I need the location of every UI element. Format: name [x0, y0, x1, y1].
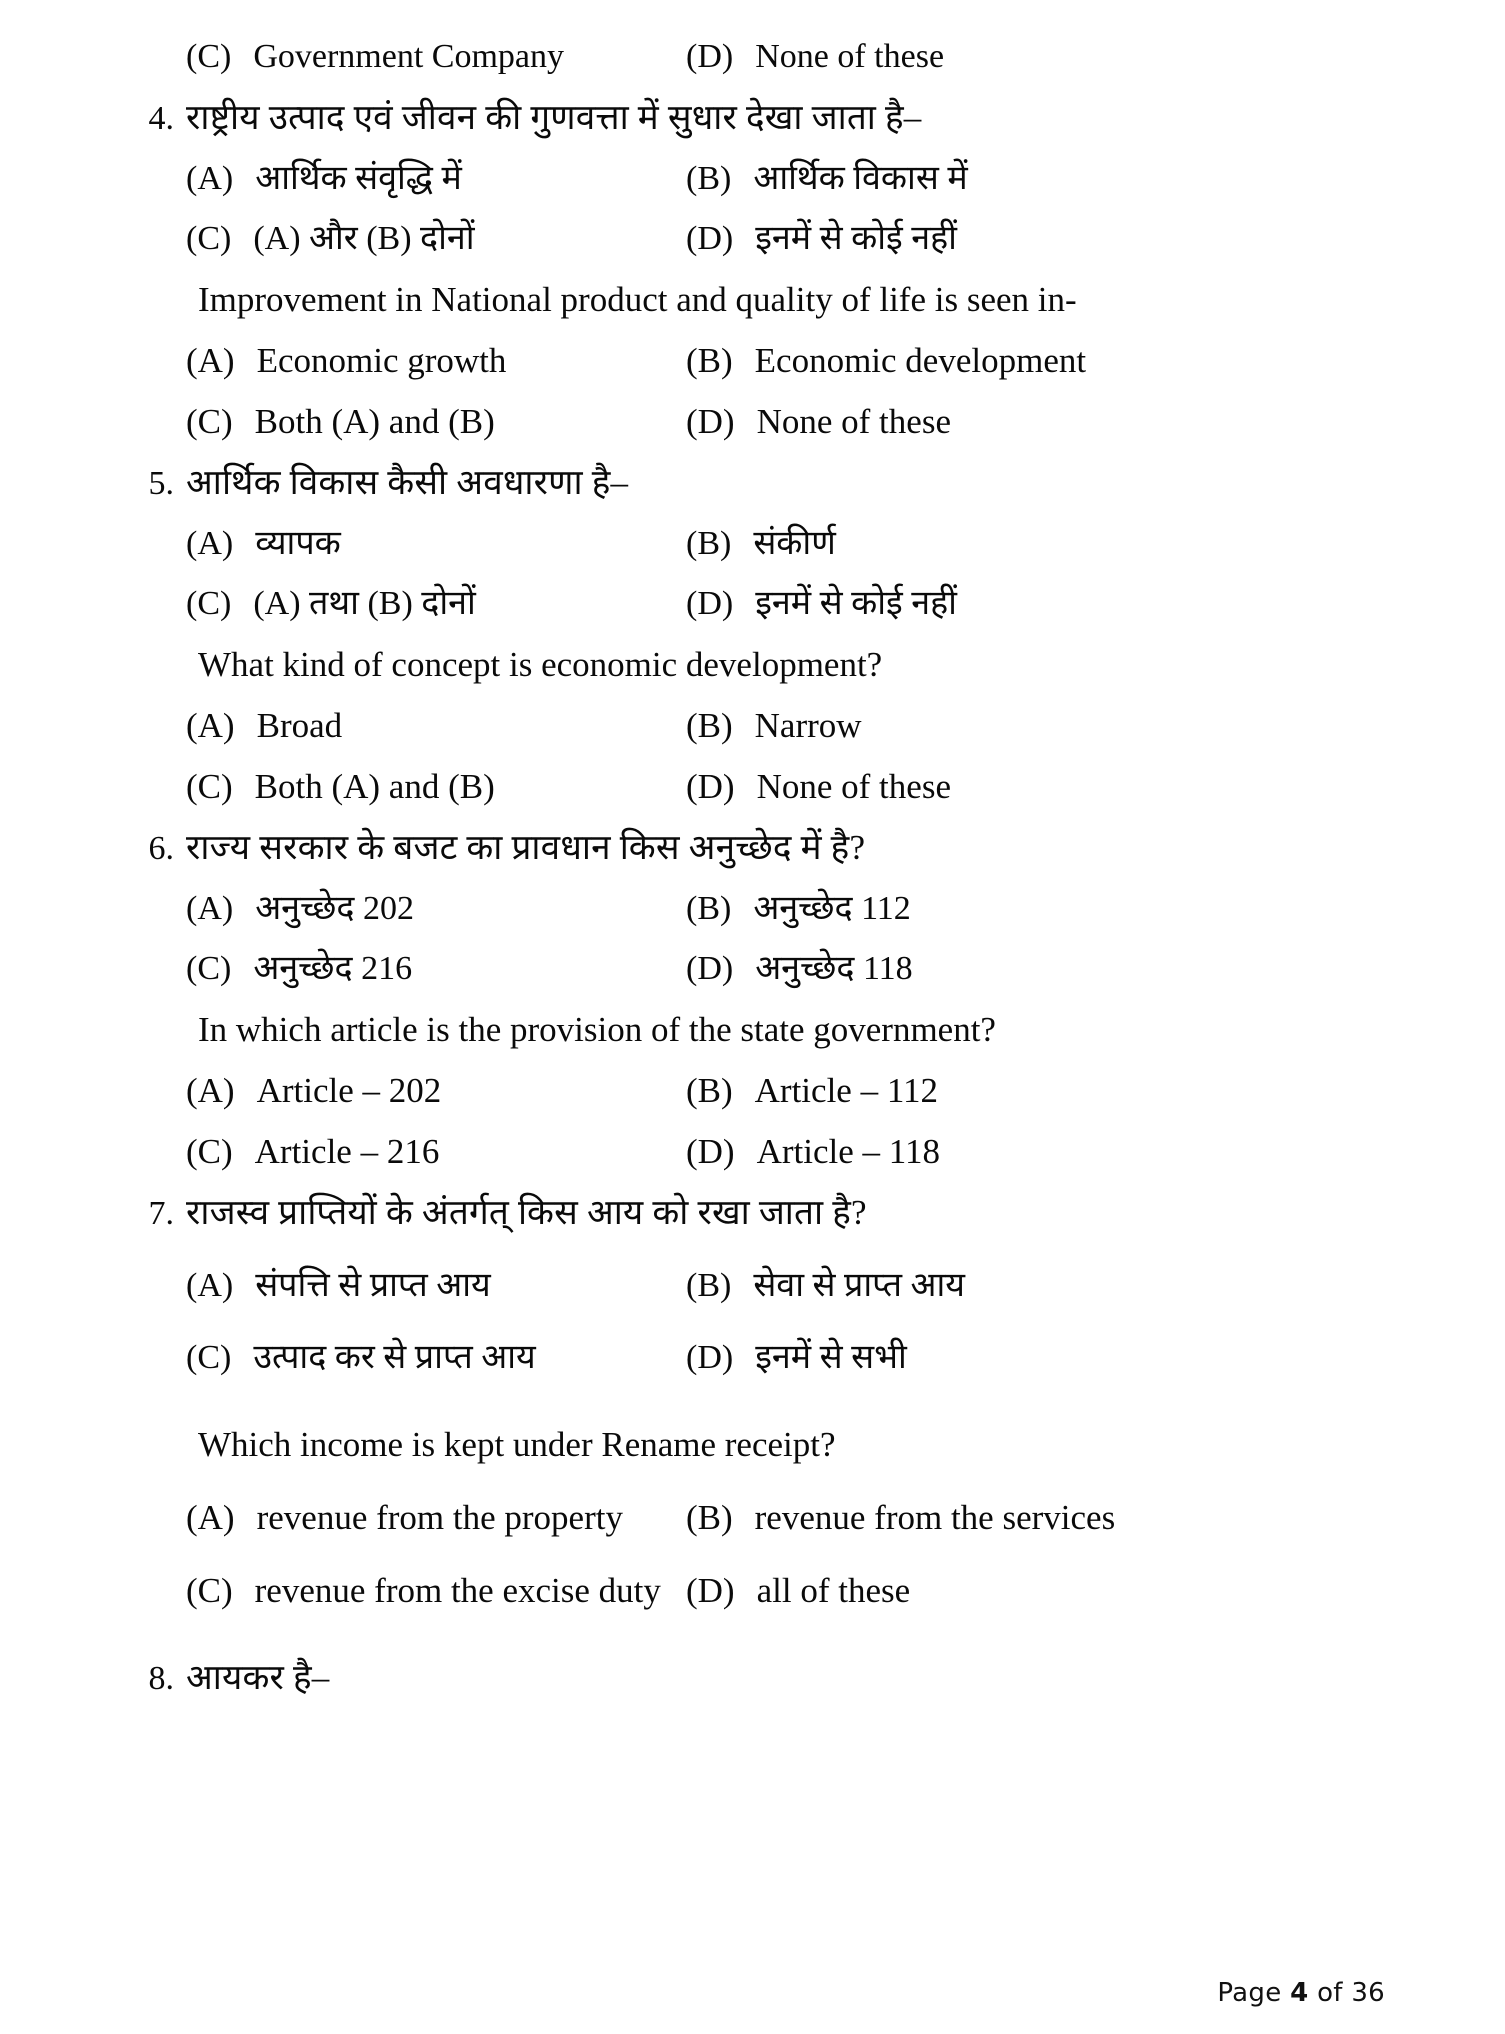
option-b-text: सेवा से प्राप्त आय: [753, 1267, 965, 1304]
option-a-text: revenue from the property: [256, 1498, 623, 1537]
option-c-text: Both (A) and (B): [254, 767, 495, 806]
question-stem-en-4: [140, 282, 1385, 317]
question-number-4: 4.: [148, 100, 174, 137]
option-d: [686, 222, 1385, 256]
question-stem-en-5: [140, 647, 1385, 682]
option-d-tag: (D): [686, 585, 734, 622]
options-row-en-7-ab: [140, 1500, 1385, 1535]
option-d-tag: (D): [686, 38, 734, 75]
option-a-tag: (A): [186, 890, 234, 927]
question-text-en-5: What kind of concept is economic development?: [198, 645, 883, 684]
option-b-text: अनुच्छेद 112: [753, 890, 911, 927]
option-a-text: Broad: [256, 706, 343, 745]
option-b-tag: (B): [686, 1071, 733, 1110]
option-a: [186, 1073, 686, 1108]
option-d-text: None of these: [755, 38, 945, 75]
option-b: [686, 343, 1385, 378]
option-b-tag: (B): [686, 1267, 732, 1304]
option-b-tag: (B): [686, 525, 732, 562]
question-number-6: 6.: [148, 830, 174, 867]
question-text-en-4: Improvement in National product and quality of life is seen in-: [198, 280, 1077, 319]
option-d: [686, 952, 1385, 986]
option-c-text: (A) और (B) दोनों: [253, 220, 475, 257]
footer-page-number: 4: [1290, 1978, 1309, 2008]
option-a-text: आर्थिक संवृद्धि में: [255, 160, 462, 197]
options-row-hi-4-cd: [140, 222, 1385, 256]
option-b-tag: (B): [686, 890, 732, 927]
options-row-hi-6-cd: [140, 952, 1385, 986]
option-c: [186, 952, 686, 986]
question-text-en-7: Which income is kept under Rename receipt?: [198, 1425, 836, 1464]
option-b: [686, 1073, 1385, 1108]
question-block-5: [140, 465, 1385, 804]
option-d: [686, 1341, 1385, 1375]
question-text-en-6: In which article is the provision of the state government?: [198, 1010, 996, 1049]
option-c-text: Article – 216: [254, 1132, 440, 1171]
option-a: [186, 343, 686, 378]
question-block-6: [140, 830, 1385, 1169]
question-number-5: 5.: [148, 465, 174, 502]
question-number-7: 7.: [148, 1195, 174, 1232]
option-c: [186, 587, 686, 621]
options-row-en-6-ab: [140, 1073, 1385, 1108]
options-row-hi-5-ab: [140, 527, 1385, 561]
option-a-tag: (A): [186, 160, 234, 197]
option-b-tag: (B): [686, 706, 733, 745]
option-d-tag: (D): [686, 1339, 734, 1376]
question-text-hi-8: आयकर है–: [186, 1658, 330, 1697]
option-a-text: Article – 202: [256, 1071, 442, 1110]
option-d-tag: (D): [686, 402, 735, 441]
option-d-text: all of these: [756, 1571, 911, 1610]
option-a-text: Economic growth: [256, 341, 507, 380]
options-row-hi-6-ab: [140, 892, 1385, 926]
option-c-text: (A) तथा (B) दोनों: [253, 585, 476, 622]
option-a-tag: (A): [186, 706, 235, 745]
option-a: [186, 1500, 686, 1535]
question-block-4: [140, 100, 1385, 439]
option-b-text: संकीर्ण: [753, 525, 836, 562]
options-row-en-7-cd: [140, 1573, 1385, 1608]
options-row-en-4-cd: [140, 404, 1385, 439]
option-c-tag: (C): [186, 38, 232, 75]
option-d: [686, 1573, 1385, 1608]
option-d: [686, 40, 1385, 74]
option-a-text: संपत्ति से प्राप्त आय: [255, 1267, 491, 1304]
options-row-en-4-ab: [140, 343, 1385, 378]
question-text-hi-6: राज्य सरकार के बजट का प्रावधान किस अनुच्छेद में है?: [186, 828, 866, 867]
question-stem-hi-4: [140, 100, 1385, 136]
question-block-8: [140, 1660, 1385, 1696]
question-stem-en-7: [140, 1427, 1385, 1462]
option-d: [686, 587, 1385, 621]
option-d: [686, 769, 1385, 804]
footer-of-label: of: [1317, 1978, 1343, 2008]
option-d-text: इनमें से कोई नहीं: [755, 220, 957, 257]
option-b-text: Economic development: [754, 341, 1087, 380]
options-row-hi-7-ab: [140, 1269, 1385, 1303]
question-stem-en-6: [140, 1012, 1385, 1047]
option-d-text: None of these: [756, 767, 951, 806]
option-a: [186, 892, 686, 926]
option-d: [686, 404, 1385, 439]
option-a: [186, 162, 686, 196]
option-b-text: Article – 112: [754, 1071, 939, 1110]
option-b-tag: (B): [686, 1498, 733, 1537]
option-c-tag: (C): [186, 402, 233, 441]
option-d-text: इनमें से कोई नहीं: [755, 585, 957, 622]
option-d-text: इनमें से सभी: [755, 1339, 907, 1376]
option-d-text: अनुच्छेद 118: [755, 950, 913, 987]
option-a-tag: (A): [186, 1267, 234, 1304]
option-b-text: revenue from the services: [754, 1498, 1116, 1537]
option-d: [686, 1134, 1385, 1169]
option-c: [186, 40, 686, 74]
option-a-tag: (A): [186, 341, 235, 380]
options-row-hi-4-ab: [140, 162, 1385, 196]
question-block-7: [140, 1195, 1385, 1608]
options-row-hi-5-cd: [140, 587, 1385, 621]
options-row-en-5-cd: [140, 769, 1385, 804]
option-d-text: Article – 118: [756, 1132, 940, 1171]
option-a-tag: (A): [186, 1071, 235, 1110]
footer-page-label: Page: [1217, 1978, 1282, 2008]
option-a-text: व्यापक: [255, 525, 341, 562]
footer-total-pages: 36: [1351, 1978, 1385, 2008]
option-b-text: Narrow: [754, 706, 862, 745]
option-d-tag: (D): [686, 220, 734, 257]
option-c: [186, 1573, 686, 1608]
option-b-text: आर्थिक विकास में: [753, 160, 968, 197]
option-c-tag: (C): [186, 767, 233, 806]
option-c-text: अनुच्छेद 216: [253, 950, 413, 987]
question-text-hi-5: आर्थिक विकास कैसी अवधारणा है–: [186, 463, 629, 502]
question-number-8: 8.: [148, 1660, 174, 1697]
option-c-text: उत्पाद कर से प्राप्त आय: [253, 1339, 536, 1376]
options-row-hi-7-cd: [140, 1341, 1385, 1375]
options-row-en-5-ab: [140, 708, 1385, 743]
option-a: [186, 1269, 686, 1303]
question-text-hi-7: राजस्व प्राप्तियों के अंतर्गत् किस आय को रखा जाता है?: [186, 1193, 867, 1232]
option-b: [686, 162, 1385, 196]
option-c: [186, 1341, 686, 1375]
question-stem-hi-6: [140, 830, 1385, 866]
option-d-tag: (D): [686, 1132, 735, 1171]
option-c-text: Both (A) and (B): [254, 402, 495, 441]
option-c-tag: (C): [186, 1571, 233, 1610]
option-c: [186, 769, 686, 804]
option-b: [686, 708, 1385, 743]
option-c: [186, 222, 686, 256]
option-c-tag: (C): [186, 1339, 232, 1376]
options-row-en-6-cd: [140, 1134, 1385, 1169]
question-text-hi-4: राष्ट्रीय उत्पाद एवं जीवन की गुणवत्ता में सुधार देखा जाता है–: [186, 98, 922, 137]
option-c: [186, 1134, 686, 1169]
option-d-tag: (D): [686, 950, 734, 987]
option-b-tag: (B): [686, 160, 732, 197]
page-footer: [1217, 1978, 1385, 2008]
carryover-options-row: [140, 40, 1385, 74]
option-c-tag: (C): [186, 220, 232, 257]
option-c-tag: (C): [186, 1132, 233, 1171]
option-a-tag: (A): [186, 525, 234, 562]
question-stem-hi-8: [140, 1660, 1385, 1696]
option-b: [686, 1500, 1385, 1535]
option-a-tag: (A): [186, 1498, 235, 1537]
option-d-text: None of these: [756, 402, 951, 441]
option-b: [686, 1269, 1385, 1303]
option-c: [186, 404, 686, 439]
option-a: [186, 527, 686, 561]
question-stem-hi-7: [140, 1195, 1385, 1231]
option-c-text: Government Company: [253, 38, 564, 75]
option-d-tag: (D): [686, 1571, 735, 1610]
option-d-tag: (D): [686, 767, 735, 806]
option-c-text: revenue from the excise duty: [254, 1571, 661, 1610]
option-b-tag: (B): [686, 341, 733, 380]
option-c-tag: (C): [186, 585, 232, 622]
option-c-tag: (C): [186, 950, 232, 987]
option-b: [686, 527, 1385, 561]
option-b: [686, 892, 1385, 926]
option-a: [186, 708, 686, 743]
option-a-text: अनुच्छेद 202: [255, 890, 414, 927]
question-stem-hi-5: [140, 465, 1385, 501]
